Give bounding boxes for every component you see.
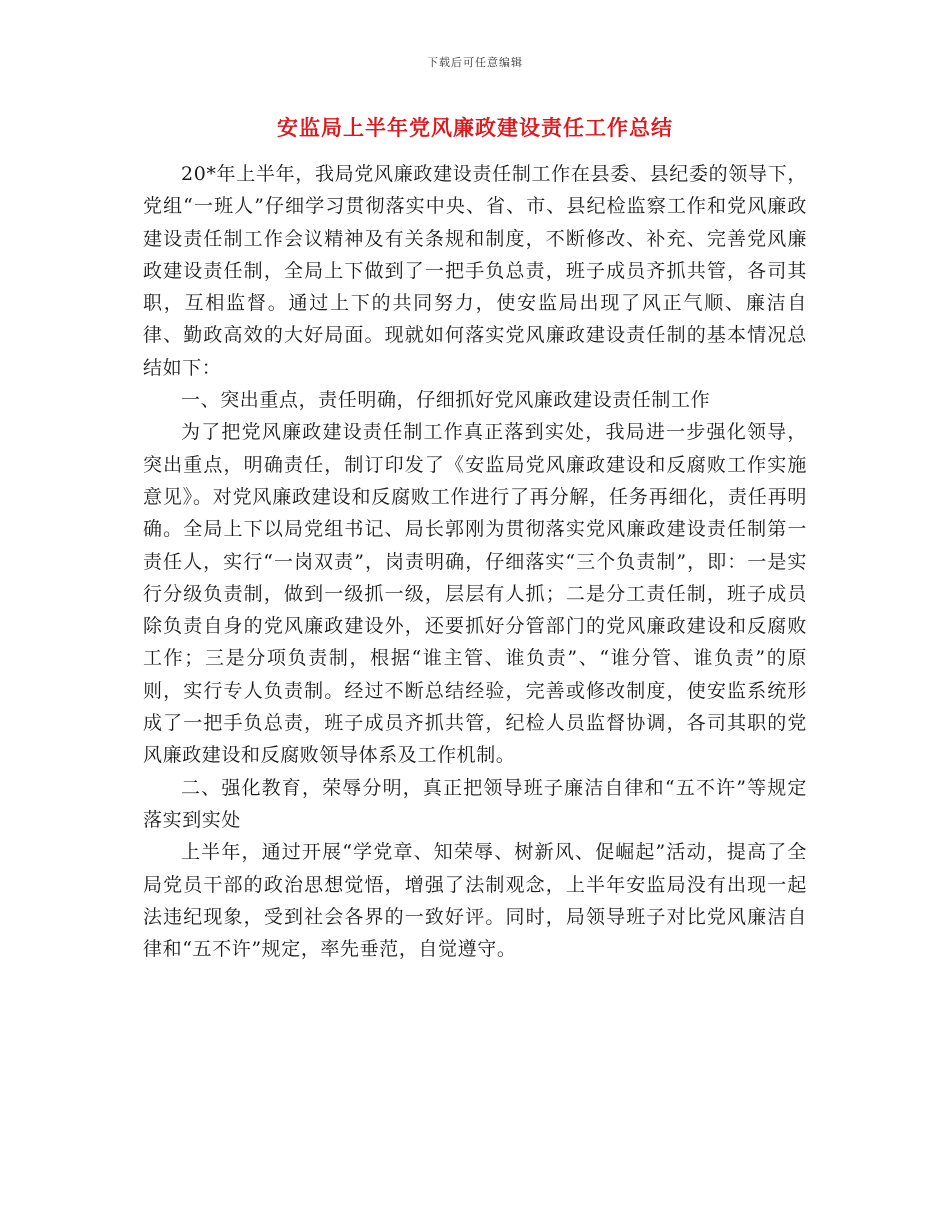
- paragraph-section-2: 上半年，通过开展“学党章、知荣辱、树新风、促崛起”活动，提高了全局党员干部的政治思想觉悟，增强了法制观念，上半年安监局没有出现一起法违纪现象，受到社会各界的一致好评。同时，局领导班子对比党风廉洁自律和“五不许”规定，率先垂范，自觉遵守。: [143, 841, 807, 961]
- document-body: [143, 158, 807, 965]
- section-heading-1: 一、突出重点，责任明确，仔细抓好党风廉政建设责任制工作: [181, 389, 711, 412]
- paragraph-intro: 20*年上半年，我局党风廉政建设责任制工作在县委、县纪委的领导下，党组“一班人”仔细学习贯彻落实中央、省、市、县纪检监察工作和党风廉政建设责任制工作会议精神及有关条规和制度，不断修改、补充、完善党风廉政建设责任制，全局上下做到了一把手负总责，班子成员齐抓共管，各司其职，互相监督。通过上下的共同努力，使安监局出现了风正气顺、廉洁自律、勤政高效的大好局面。现就如何落实党风廉政建设责任制的基本情况总结如下：: [143, 163, 807, 379]
- section-heading-2: 二、强化教育，荣辱分明，真正把领导班子廉洁自律和“五不许”等规定落实到实处: [143, 776, 807, 831]
- paragraph-section-1: 为了把党风廉政建设责任制工作真正落到实处，我局进一步强化领导，突出重点，明确责任，制订印发了《安监局党风廉政建设和反腐败工作实施意见》。对党风廉政建设和反腐败工作进行了再分解，任务再细化，责任再明确。全局上下以局党组书记、局长郭刚为贯彻落实党风廉政建设责任制第一责任人，实行“一岗双责”，岗责明确，仔细落实“三个负责制”，即：一是实行分级负责制，做到一级抓一级，层层有人抓；二是分工责任制，班子成员除负责自身的党风廉政建设外，还要抓好分管部门的党风廉政建设和反腐败工作；三是分项负责制，根据“谁主管、谁负责”、“谁分管、谁负责”的原则，实行专人负责制。经过不断总结经验，完善或修改制度，使安监系统形成了一把手负总责，班子成员齐抓共管，纪检人员监督协调，各司其职的党风廉政建设和反腐败领导体系及工作机制。: [143, 421, 807, 767]
- document-title: 安监局上半年党风廉政建设责任工作总结: [277, 115, 673, 140]
- page-header-note: 下载后可任意编辑: [427, 56, 523, 69]
